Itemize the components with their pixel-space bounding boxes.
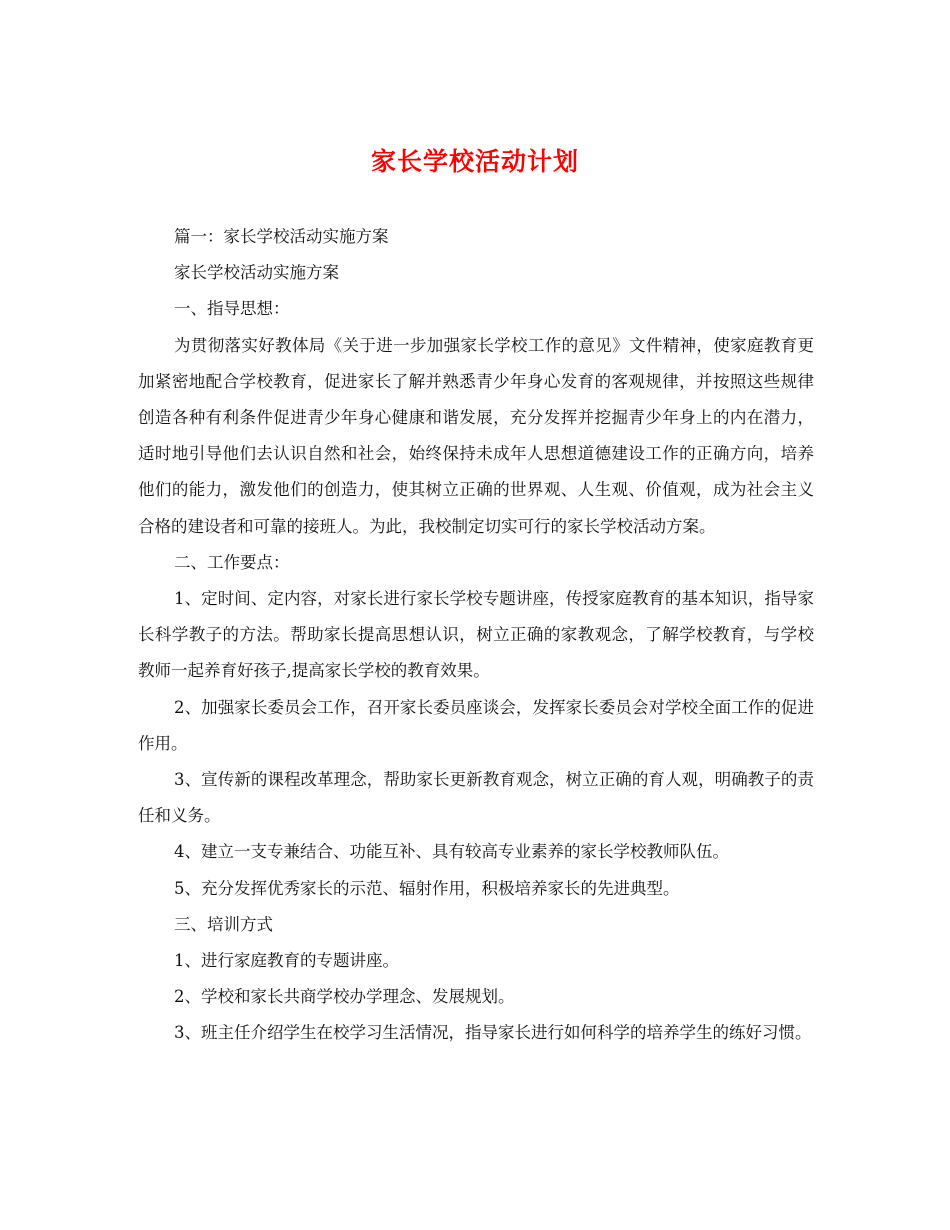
paragraph-work-point-5: 5、充分发挥优秀家长的示范、辐射作用，积极培养家长的先进典型。 xyxy=(174,878,680,898)
paragraph-work-point-2: 2、加强家长委员会工作，召开家长委员座谈会，发挥家长委员会对学校全面工作的促进作用。 xyxy=(138,697,814,753)
paragraph-training-2: 2、学校和家长共商学校办学理念、发展规划。 xyxy=(174,987,515,1007)
document-title: 家长学校活动计划 xyxy=(370,147,579,176)
document-body xyxy=(138,219,814,1052)
heading-training-methods: 三、培训方式 xyxy=(174,914,273,934)
heading-guiding-ideology: 一、指导思想： xyxy=(174,299,290,319)
paragraph-work-point-3: 3、宣传新的课程改革理念，帮助家长更新教育观念，树立正确的育人观，明确教子的责任和义务。 xyxy=(138,770,814,826)
heading-work-points: 二、工作要点： xyxy=(174,552,290,572)
subtitle: 家长学校活动实施方案 xyxy=(174,263,339,283)
paragraph-work-point-1: 1、定时间、定内容，对家长进行家长学校专题讲座，传授家庭教育的基本知识，指导家长科学教子的方法。帮助家长提高思想认识，树立正确的家教观念，了解学校教育，与学校教师一起养育好孩子,提高家长学校的教育效果。 xyxy=(138,589,814,681)
paragraph-guiding-ideology: 为贯彻落实好教体局《关于进一步加强家长学校工作的意见》文件精神，使家庭教育更加紧密地配合学校教育，促进家长了解并熟悉青少年身心发育的客观规律，并按照这些规律创造各种有利条件促进青少年身心健康和谐发展，充分发挥并挖掘青少年身上的内在潜力，适时地引导他们去认识自然和社会，始终保持未成年人思想道德建设工作的正确方向，培养他们的能力，激发他们的创造力，使其树立正确的世界观、人生观、价值观，成为社会主义合格的建设者和可靠的接班人。为此，我校制定切实可行的家长学校活动方案。 xyxy=(138,335,814,536)
paragraph-training-1: 1、进行家庭教育的专题讲座。 xyxy=(174,951,399,971)
section-heading-part-one: 篇一：家长学校活动实施方案 xyxy=(174,227,389,246)
paragraph-training-3: 3、班主任介绍学生在校学习生活情况，指导家长进行如何科学的培养学生的练好习惯。 xyxy=(174,1023,812,1043)
paragraph-work-point-4: 4、建立一支专兼结合、功能互补、具有较高专业素养的家长学校教师队伍。 xyxy=(174,842,729,862)
